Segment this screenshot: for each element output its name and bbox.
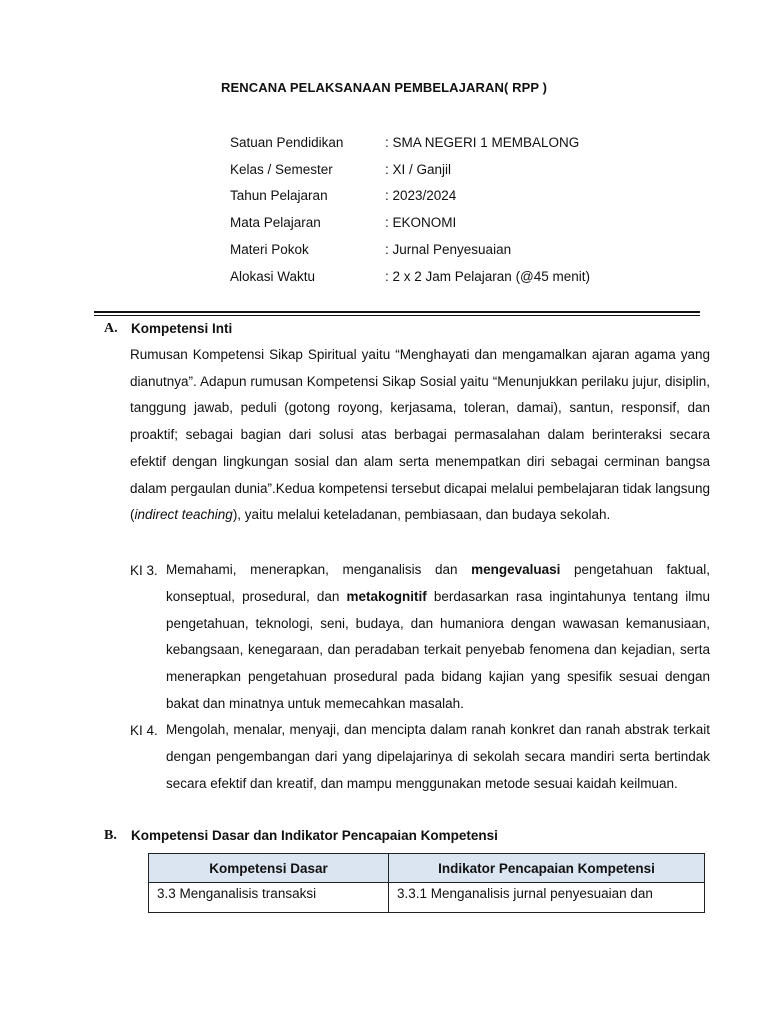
table-cell: 3.3 Menganalisis transaksi: [149, 883, 389, 913]
document-title: RENCANA PELAKSANAAN PEMBELAJARAN( RPP ): [220, 80, 548, 95]
table-row: [149, 883, 705, 913]
ki4-text: Mengolah, menalar, menyaji, dan mencipta dalam ranah konkret dan ranah abstrak terkait dengan pengembangan dari yang dipelajarinya di sekolah secara mandiri serta bertindak secara efektif dan kreatif, dan mampu menggunakan metode sesuai kaidah keilmuan.: [166, 722, 710, 791]
table-cell: 3.3.1 Menganalisis jurnal penyesuaian dan: [389, 883, 705, 913]
section-b-letter: B.: [104, 828, 117, 843]
identity-label: Mata Pelajaran: [230, 215, 321, 230]
ki3-text-part: pengetahuan faktual, konseptual, prosedural, dan: [166, 562, 710, 604]
table-header-cell: Indikator Pencapaian Kompetensi: [389, 854, 705, 883]
table-header-row: [149, 854, 705, 883]
identity-label: Materi Pokok: [230, 242, 309, 257]
kompetensi-dasar-table: [148, 853, 705, 913]
ki3-text-part: Memahami, menerapkan, menganalisis dan: [166, 562, 472, 577]
ki3-label: KI 3.: [130, 563, 158, 578]
identity-value: : SMA NEGERI 1 MEMBALONG: [385, 135, 580, 150]
ki3-text: [166, 557, 710, 718]
paragraph-text-end: ), yaitu melalui keteladanan, pembiasaan, dan budaya sekolah.: [232, 507, 611, 523]
identity-value: : EKONOMI: [385, 215, 457, 230]
table-header-cell: Kompetensi Dasar: [149, 854, 389, 883]
identity-value: : Jurnal Penyesuaian: [385, 242, 512, 257]
ki3-bold-term: metakognitif: [346, 588, 427, 604]
section-a-letter: A.: [104, 321, 118, 336]
identity-value: : 2 x 2 Jam Pelajaran (@45 menit): [385, 269, 591, 284]
header-divider-thin: [94, 315, 700, 316]
paragraph-italic-text: indirect teaching: [134, 507, 233, 523]
kompetensi-inti-paragraph: [130, 342, 710, 529]
identity-value: : 2023/2024: [385, 188, 457, 203]
ki3-bold-term: mengevaluasi: [471, 562, 561, 577]
identity-label: Kelas / Semester: [230, 162, 333, 177]
paragraph-text: Rumusan Kompetensi Sikap Spiritual yaitu “Menghayati dan mengamalkan ajaran agama yang dianutnya”. Adapun rumusan Kompetensi Sikap Sosial yaitu “Menunjukkan perilaku jujur, disiplin, tanggung jawab, peduli (gotong royong, kerjasama, toleran, damai), santun, responsif, dan proaktif; sebagai bagian dari solusi atas berbagai permasalahan dalam berinteraksi secara efektif dengan lingkungan sosial dan alam serta menempatkan diri sebagai cerminan bangsa dalam pergaulan dunia”.Kedua kompetensi tersebut dicapai melalui pembelajaran tidak langsung (: [130, 347, 710, 523]
identity-label: Alokasi Waktu: [230, 269, 316, 284]
section-a-title: Kompetensi Inti: [131, 321, 233, 336]
section-b-title: Kompetensi Dasar dan Indikator Pencapaian Kompetensi: [131, 828, 498, 843]
identity-value: : XI / Ganjil: [385, 162, 452, 177]
identity-label: Satuan Pendidikan: [230, 135, 344, 150]
ki3-text-part: berdasarkan rasa ingintahunya tentang ilmu pengetahuan, teknologi, seni, budaya, dan humaniora dengan wawasan kemanusiaan, kebangsaan, kenegaraan, dan peradaban terkait penyebab fenomena dan kejadian, serta menerapkan pengetahuan prosedural pada bidang kajian yang spesifik sesuai dengan bakat dan minatnya untuk memecahkan masalah.: [166, 588, 710, 711]
identity-label: Tahun Pelajaran: [230, 188, 328, 203]
header-divider: [94, 311, 700, 313]
ki4-label: KI 4.: [130, 723, 158, 738]
